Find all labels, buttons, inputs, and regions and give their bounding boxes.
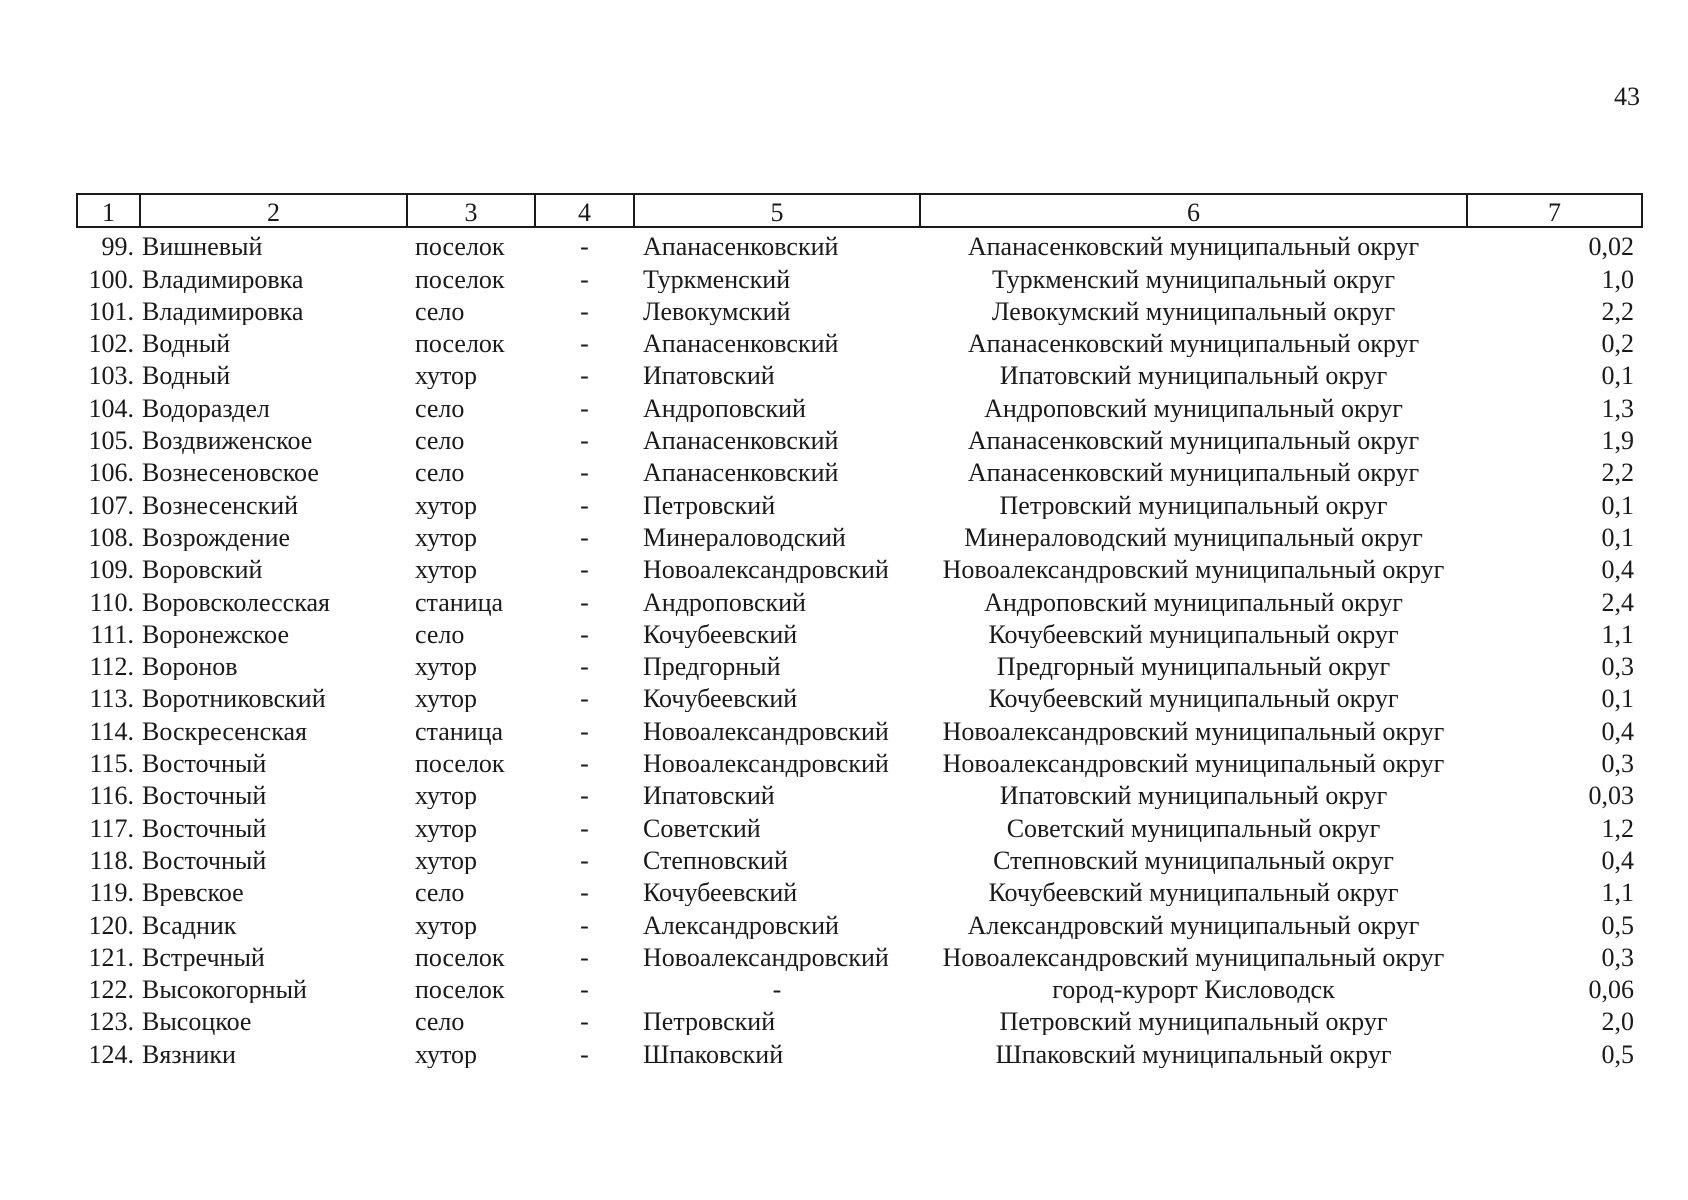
column-4-value: -	[580, 910, 589, 939]
row-number: 106.	[88, 458, 134, 488]
table-row	[77, 616, 1642, 648]
table-row	[77, 583, 1642, 615]
column-4-value: -	[580, 490, 589, 519]
district-name: Новоалександровский	[643, 749, 889, 778]
column-4-value: -	[580, 361, 589, 390]
municipal-okrug: Апанасенковский муниципальный округ	[967, 426, 1420, 455]
area-value: 0,03	[1588, 781, 1634, 810]
column-header-1: 1	[77, 194, 140, 227]
settlement-type: село	[415, 619, 465, 648]
area-value: 0,5	[1601, 1039, 1634, 1068]
district-name: Апанасенковский	[643, 426, 839, 455]
column-4-value: -	[580, 232, 589, 261]
table-row	[77, 519, 1642, 551]
municipal-okrug: Андроповский муниципальный округ	[984, 393, 1403, 422]
column-4-value: -	[580, 749, 589, 778]
settlement-name: Восточный	[142, 781, 267, 810]
municipal-okrug: Кочубеевский муниципальный округ	[988, 619, 1399, 648]
table-row	[77, 357, 1642, 389]
settlement-type: поселок	[415, 749, 505, 778]
municipal-okrug: Степновский муниципальный округ	[993, 845, 1394, 874]
settlement-type: поселок	[415, 232, 505, 261]
district-name: Апанасенковский	[643, 232, 839, 261]
header-row	[77, 194, 1642, 227]
settlement-type: село	[415, 393, 465, 422]
column-4-value: -	[580, 426, 589, 455]
settlement-type: поселок	[415, 264, 505, 293]
settlement-name: Воротниковский	[142, 684, 326, 713]
district-name: Минераловодский	[643, 522, 846, 551]
settlement-name: Восточный	[142, 813, 267, 842]
area-value: 1,1	[1601, 878, 1634, 907]
settlement-name: Высокогорный	[142, 975, 307, 1004]
area-value: 1,3	[1601, 393, 1634, 422]
settlement-type: село	[415, 878, 465, 907]
column-header-3: 3	[407, 194, 535, 227]
area-value: 0,02	[1588, 232, 1634, 261]
settlement-type: станица	[415, 716, 504, 745]
municipal-okrug: Советский муниципальный округ	[1006, 813, 1381, 842]
area-value: 0,06	[1588, 975, 1634, 1004]
municipal-okrug: Туркменский муниципальный округ	[992, 264, 1395, 293]
municipal-okrug: Ипатовский муниципальный округ	[999, 781, 1388, 810]
municipal-okrug: Новоалександровский муниципальный округ	[942, 942, 1445, 971]
area-value: 0,1	[1601, 361, 1634, 390]
row-number: 115.	[89, 749, 134, 779]
table-row	[77, 486, 1642, 518]
area-value: 0,4	[1601, 555, 1634, 584]
settlement-type: село	[415, 426, 465, 455]
district-name: Предгорный	[643, 652, 781, 681]
municipal-okrug: Петровский муниципальный округ	[999, 1007, 1388, 1036]
settlement-type: хутор	[415, 652, 478, 681]
settlement-type: село	[415, 458, 465, 487]
table-row	[77, 1003, 1642, 1035]
table-row	[77, 293, 1642, 325]
row-number: 102.	[88, 329, 134, 359]
table-row	[77, 1035, 1642, 1067]
settlement-type: хутор	[415, 1039, 478, 1068]
settlement-type: хутор	[415, 845, 478, 874]
row-number: 117.	[89, 813, 134, 843]
municipal-okrug: Кочубеевский муниципальный округ	[988, 878, 1399, 907]
settlement-name: Воздвиженское	[142, 426, 313, 455]
column-4-value: -	[580, 1039, 589, 1068]
settlement-name: Вревское	[142, 878, 244, 907]
table-row	[77, 971, 1642, 1003]
row-number: 101.	[88, 296, 134, 326]
row-number: 103.	[88, 361, 134, 391]
row-number: 100.	[88, 264, 134, 294]
settlement-type: станица	[415, 587, 504, 616]
municipal-okrug: Андроповский муниципальный округ	[984, 587, 1403, 616]
municipal-okrug: Новоалександровский муниципальный округ	[942, 749, 1445, 778]
district-name: Новоалександровский	[643, 942, 889, 971]
row-number: 121.	[88, 942, 134, 972]
area-value: 2,0	[1601, 1007, 1634, 1036]
settlement-name: Встречный	[142, 942, 265, 971]
row-number: 120.	[88, 910, 134, 940]
table-row	[77, 874, 1642, 906]
row-number: 107.	[88, 490, 134, 520]
settlement-type: поселок	[415, 942, 505, 971]
municipal-okrug: Петровский муниципальный округ	[999, 490, 1388, 519]
municipal-okrug: Ипатовский муниципальный округ	[999, 361, 1388, 390]
settlement-name: Вознесеновское	[142, 458, 319, 487]
district-name: Ипатовский	[643, 781, 775, 810]
settlement-type: хутор	[415, 813, 478, 842]
municipal-okrug: Апанасенковский муниципальный округ	[967, 232, 1420, 261]
municipal-okrug: Минераловодский муниципальный округ	[964, 522, 1423, 551]
column-4-value: -	[580, 684, 589, 713]
district-name: Андроповский	[643, 393, 806, 422]
settlement-type: поселок	[415, 975, 505, 1004]
table-row	[77, 227, 1642, 260]
table-header	[77, 194, 1642, 227]
area-value: 0,3	[1601, 749, 1634, 778]
municipal-okrug: город-курорт Кисловодск	[1052, 975, 1335, 1004]
district-name: Шпаковский	[643, 1039, 784, 1068]
settlement-name: Водораздел	[142, 393, 270, 422]
municipal-okrug: Новоалександровский муниципальный округ	[942, 555, 1445, 584]
area-value: 0,3	[1601, 942, 1634, 971]
settlement-type: хутор	[415, 555, 478, 584]
column-header-6: 6	[920, 194, 1467, 227]
area-value: 1,9	[1601, 426, 1634, 455]
column-header-5: 5	[634, 194, 920, 227]
column-4-value: -	[580, 942, 589, 971]
settlement-type: хутор	[415, 781, 478, 810]
settlement-type: хутор	[415, 522, 478, 551]
row-number: 112.	[89, 652, 134, 682]
area-value: 2,2	[1601, 458, 1634, 487]
settlements-table	[76, 193, 1643, 1068]
table-row	[77, 454, 1642, 486]
settlement-name: Возрождение	[142, 522, 291, 551]
table-row	[77, 745, 1642, 777]
municipal-okrug: Александровский муниципальный округ	[967, 910, 1420, 939]
column-4-value: -	[580, 781, 589, 810]
column-header-7: 7	[1467, 194, 1642, 227]
column-4-value: -	[580, 975, 589, 1004]
table-row	[77, 842, 1642, 874]
municipal-okrug: Предгорный муниципальный округ	[996, 652, 1391, 681]
row-number: 111.	[90, 619, 134, 649]
column-header-2: 2	[140, 194, 407, 227]
settlement-name: Вязники	[142, 1039, 236, 1068]
settlement-name: Воскресенская	[142, 716, 307, 745]
settlement-name: Воровсколесская	[142, 587, 330, 616]
table-row	[77, 551, 1642, 583]
column-4-value: -	[580, 813, 589, 842]
table-row	[77, 648, 1642, 680]
district-name: Новоалександровский	[643, 716, 889, 745]
settlement-name: Всадник	[142, 910, 237, 939]
row-number: 99.	[101, 232, 134, 262]
page-number: 43	[1614, 82, 1640, 111]
municipal-okrug: Апанасенковский муниципальный округ	[967, 458, 1420, 487]
district-name: Апанасенковский	[643, 329, 839, 358]
settlement-name: Воронежское	[142, 619, 289, 648]
settlement-name: Водный	[142, 329, 231, 358]
row-number: 108.	[88, 522, 134, 552]
district-name: -	[772, 975, 782, 1004]
column-4-value: -	[580, 716, 589, 745]
row-number: 114.	[89, 716, 134, 746]
area-value: 0,2	[1601, 329, 1634, 358]
area-value: 1,1	[1601, 619, 1634, 648]
row-number: 105.	[88, 426, 134, 456]
area-value: 0,1	[1601, 490, 1634, 519]
row-number: 110.	[89, 587, 134, 617]
district-name: Кочубеевский	[643, 684, 798, 713]
settlement-type: хутор	[415, 910, 478, 939]
table-row	[77, 939, 1642, 971]
settlement-name: Восточный	[142, 749, 267, 778]
table-row	[77, 325, 1642, 357]
row-number: 118.	[89, 845, 134, 875]
column-4-value: -	[580, 1007, 589, 1036]
municipal-okrug: Кочубеевский муниципальный округ	[988, 684, 1399, 713]
municipal-okrug: Новоалександровский муниципальный округ	[942, 716, 1445, 745]
district-name: Новоалександровский	[643, 555, 889, 584]
column-4-value: -	[580, 555, 589, 584]
district-name: Кочубеевский	[643, 619, 798, 648]
district-name: Александровский	[643, 910, 839, 939]
settlement-name: Владимировка	[142, 264, 304, 293]
row-number: 119.	[89, 878, 134, 908]
municipal-okrug: Левокумский муниципальный округ	[991, 296, 1396, 325]
district-name: Туркменский	[643, 264, 791, 293]
column-4-value: -	[580, 845, 589, 874]
table-row	[77, 680, 1642, 712]
settlement-type: село	[415, 296, 465, 325]
area-value: 0,4	[1601, 845, 1634, 874]
settlement-name: Владимировка	[142, 296, 304, 325]
district-name: Петровский	[643, 490, 776, 519]
settlement-type: хутор	[415, 684, 478, 713]
settlement-name: Водный	[142, 361, 231, 390]
column-4-value: -	[580, 329, 589, 358]
settlement-name: Восточный	[142, 845, 267, 874]
column-4-value: -	[580, 619, 589, 648]
settlement-type: хутор	[415, 490, 478, 519]
row-number: 124.	[88, 1039, 134, 1069]
district-name: Советский	[643, 813, 761, 842]
settlement-type: село	[415, 1007, 465, 1036]
table-row	[77, 809, 1642, 841]
area-value: 1,2	[1601, 813, 1634, 842]
column-4-value: -	[580, 264, 589, 293]
area-value: 0,5	[1601, 910, 1634, 939]
settlement-name: Вишневый	[142, 232, 263, 261]
row-number: 104.	[88, 393, 134, 423]
settlement-name: Вознесенский	[142, 490, 299, 519]
area-value: 2,2	[1601, 296, 1634, 325]
settlement-type: хутор	[415, 361, 478, 390]
settlement-name: Воронов	[142, 652, 238, 681]
settlement-name: Высоцкое	[142, 1007, 252, 1036]
row-number: 116.	[89, 781, 134, 811]
area-value: 1,0	[1601, 264, 1634, 293]
area-value: 2,4	[1601, 587, 1634, 616]
column-header-4: 4	[535, 194, 634, 227]
settlement-name: Воровский	[142, 555, 263, 584]
column-4-value: -	[580, 522, 589, 551]
table-row	[77, 906, 1642, 938]
district-name: Ипатовский	[643, 361, 775, 390]
settlement-type: поселок	[415, 329, 505, 358]
column-4-value: -	[580, 393, 589, 422]
area-value: 0,4	[1601, 716, 1634, 745]
table-row	[77, 712, 1642, 744]
row-number: 109.	[88, 555, 134, 585]
table-row	[77, 389, 1642, 421]
row-number: 113.	[89, 684, 134, 714]
column-4-value: -	[580, 458, 589, 487]
table-row	[77, 260, 1642, 292]
district-name: Степновский	[643, 845, 788, 874]
municipal-okrug: Апанасенковский муниципальный округ	[967, 329, 1420, 358]
area-value: 0,1	[1601, 522, 1634, 551]
area-value: 0,1	[1601, 684, 1634, 713]
district-name: Левокумский	[643, 296, 791, 325]
area-value: 0,3	[1601, 652, 1634, 681]
column-4-value: -	[580, 652, 589, 681]
column-4-value: -	[580, 878, 589, 907]
row-number: 123.	[88, 1007, 134, 1037]
district-name: Апанасенковский	[643, 458, 839, 487]
row-number: 122.	[88, 975, 134, 1005]
district-name: Андроповский	[643, 587, 806, 616]
column-4-value: -	[580, 587, 589, 616]
table-row	[77, 422, 1642, 454]
table-body	[77, 227, 1642, 1068]
district-name: Кочубеевский	[643, 878, 798, 907]
district-name: Петровский	[643, 1007, 776, 1036]
column-4-value: -	[580, 296, 589, 325]
municipal-okrug: Шпаковский муниципальный округ	[995, 1039, 1392, 1068]
table-row	[77, 777, 1642, 809]
